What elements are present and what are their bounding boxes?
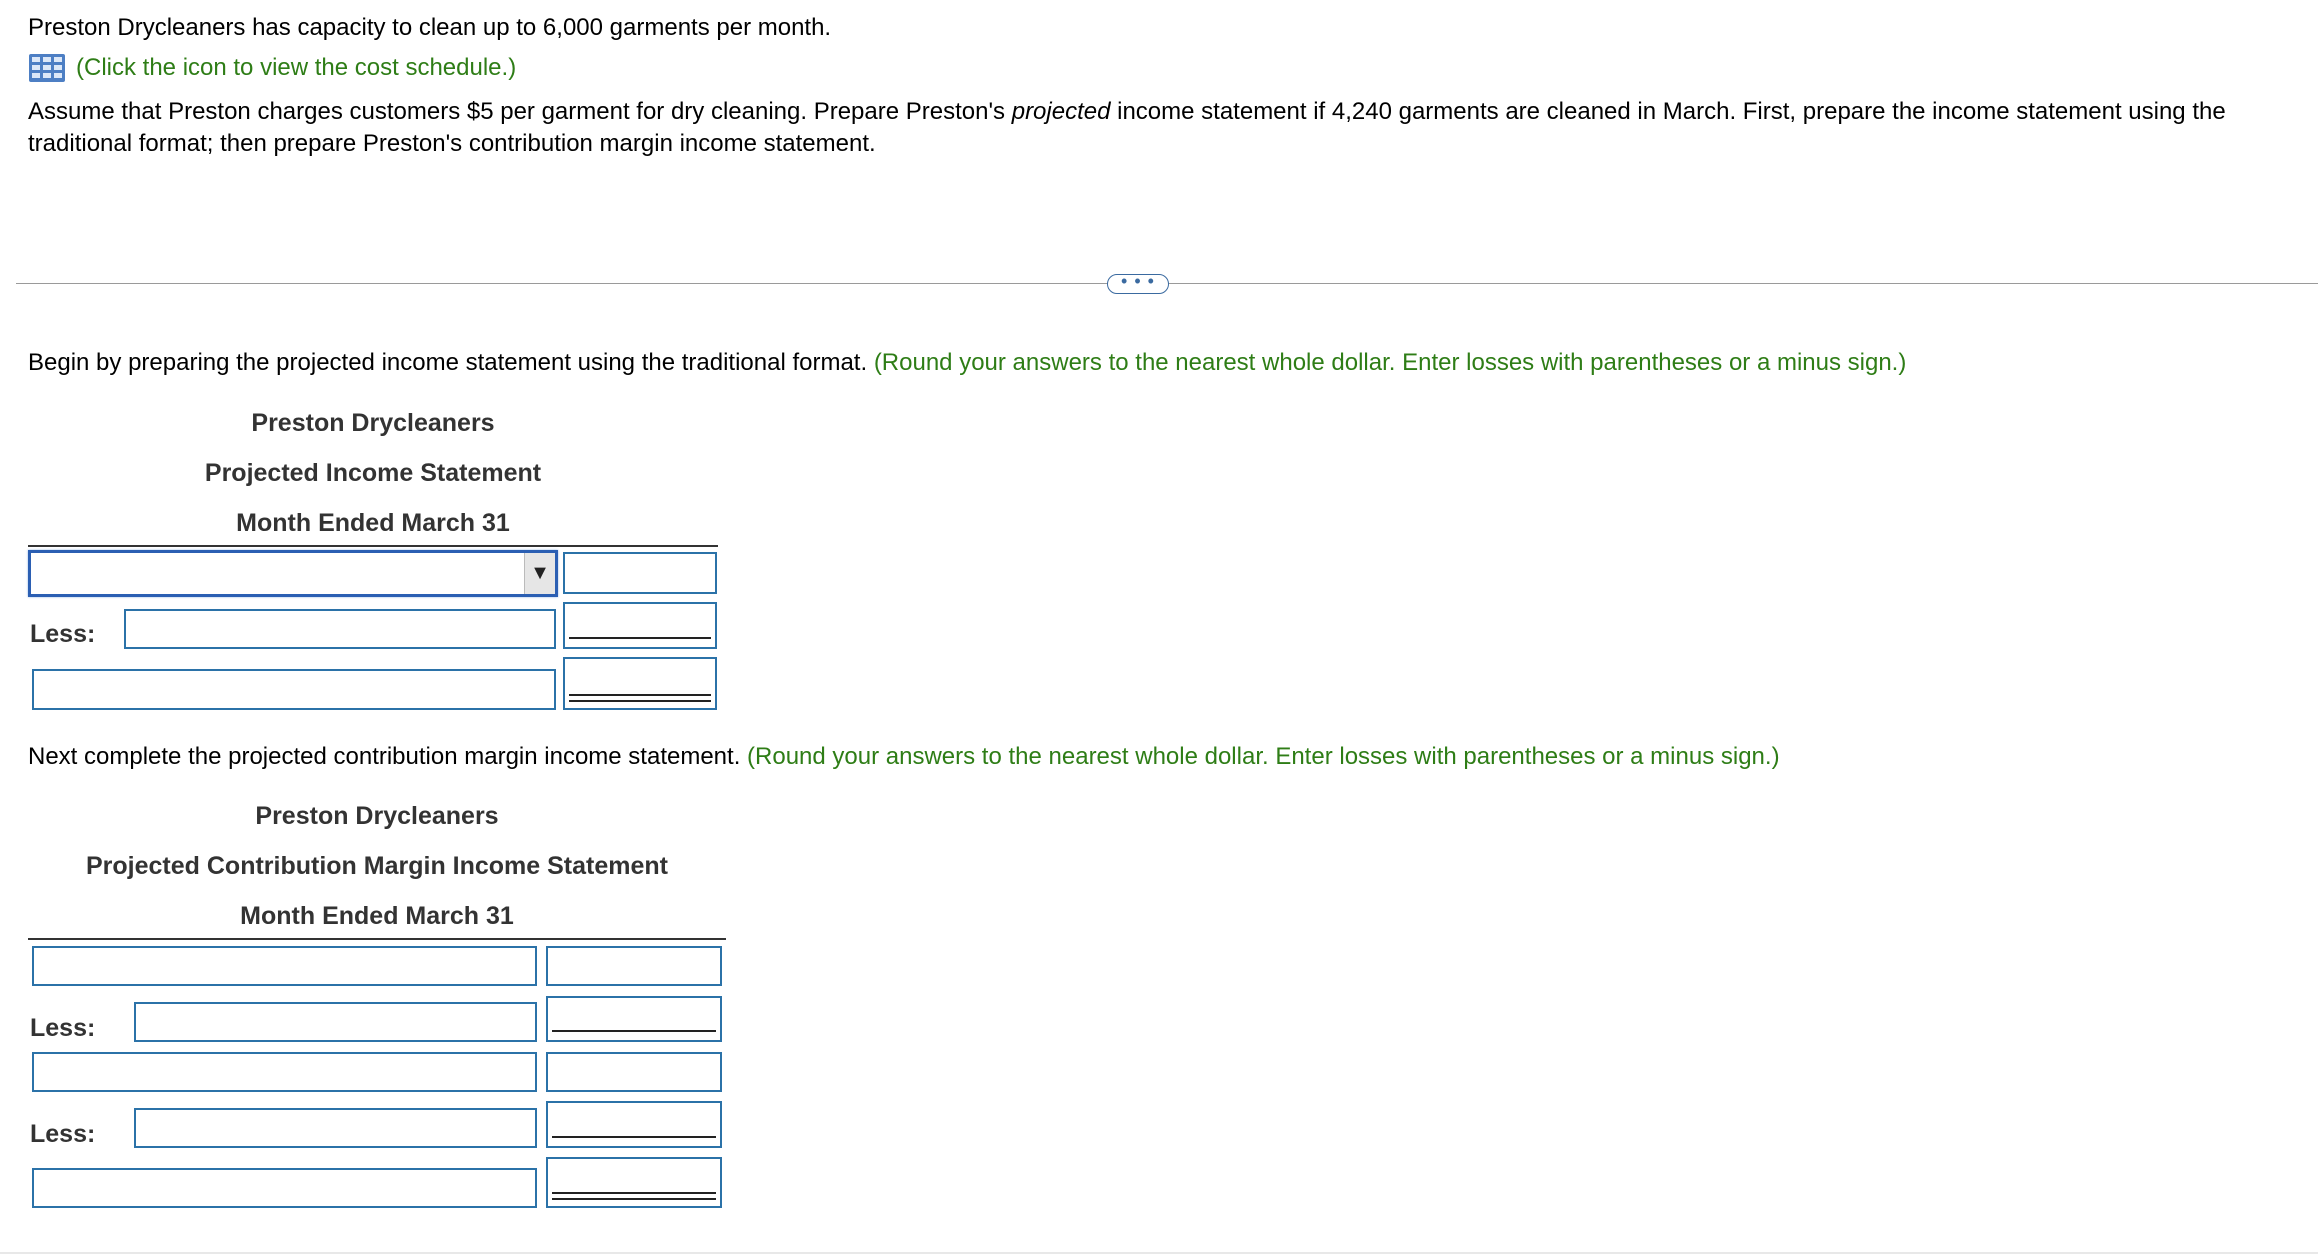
footer-rule — [0, 1252, 2318, 1254]
traditional-less-label: Less: — [30, 620, 96, 648]
traditional-result-label-input[interactable] — [32, 669, 556, 710]
contribution-company-title: Preston Drycleaners — [255, 802, 499, 830]
contribution-statement-title: Projected Contribution Margin Income Statement — [86, 852, 668, 880]
traditional-header-rule — [28, 545, 718, 547]
contribution-variable-cost-label-input[interactable] — [134, 1002, 537, 1042]
contribution-margin-label-input[interactable] — [32, 1052, 537, 1092]
contribution-fixed-cost-label-input[interactable] — [134, 1108, 537, 1148]
contribution-less-label-1: Less: — [30, 1014, 96, 1042]
contribution-variable-cost-amount[interactable] — [546, 996, 722, 1042]
contribution-hint: (Round your answers to the nearest whole dollar. Enter losses with parentheses or a minus sign.) — [747, 743, 1780, 770]
traditional-expense-label-input[interactable] — [124, 609, 556, 649]
traditional-expense-amount[interactable] — [563, 602, 717, 649]
contribution-revenue-label-input[interactable] — [32, 946, 537, 986]
contribution-margin-amount[interactable] — [546, 1052, 722, 1092]
traditional-period-title: Month Ended March 31 — [236, 509, 510, 537]
traditional-statement-title: Projected Income Statement — [204, 459, 542, 487]
contribution-instruction: Next complete the projected contribution margin income statement. (Round your answers to the nearest whole dollar. Enter losses with parentheses or a minus sign.) — [28, 743, 1780, 770]
traditional-revenue-amount[interactable] — [563, 552, 717, 594]
chevron-down-icon[interactable]: ▼ — [524, 553, 555, 594]
table-grid-icon[interactable] — [28, 53, 66, 83]
traditional-company-title: Preston Drycleaners — [251, 409, 495, 437]
expand-more-button[interactable]: • • • — [1107, 274, 1169, 294]
contribution-less-label-2: Less: — [30, 1120, 96, 1148]
problem-assumption-text: Assume that Preston charges customers $5 per garment for dry cleaning. Prepare Preston's projected income statement if 4,240 garments are cleaned in March. First, prepare the income statement using the traditional format; then prepare Preston's contribution margin income statement. — [28, 98, 2226, 157]
contribution-fixed-cost-amount[interactable] — [546, 1101, 722, 1148]
cost-schedule-link[interactable]: (Click the icon to view the cost schedule.) — [76, 54, 517, 81]
problem-capacity-text: Preston Drycleaners has capacity to clean up to 6,000 garments per month. — [28, 14, 832, 41]
traditional-instruction: Begin by preparing the projected income statement using the traditional format. (Round your answers to the nearest whole dollar. Enter losses with parentheses or a minus sign.) — [28, 349, 1907, 376]
contribution-revenue-amount[interactable] — [546, 946, 722, 986]
cost-schedule-link-row[interactable] — [28, 52, 516, 84]
contribution-result-amount[interactable] — [546, 1157, 722, 1208]
contribution-period-title: Month Ended March 31 — [240, 902, 514, 930]
traditional-revenue-select[interactable] — [28, 550, 558, 597]
traditional-hint: (Round your answers to the nearest whole dollar. Enter losses with parentheses or a minus sign.) — [873, 349, 1907, 376]
contribution-result-label-input[interactable] — [32, 1168, 537, 1208]
traditional-result-amount[interactable] — [563, 657, 717, 710]
contribution-header-rule — [28, 938, 726, 940]
